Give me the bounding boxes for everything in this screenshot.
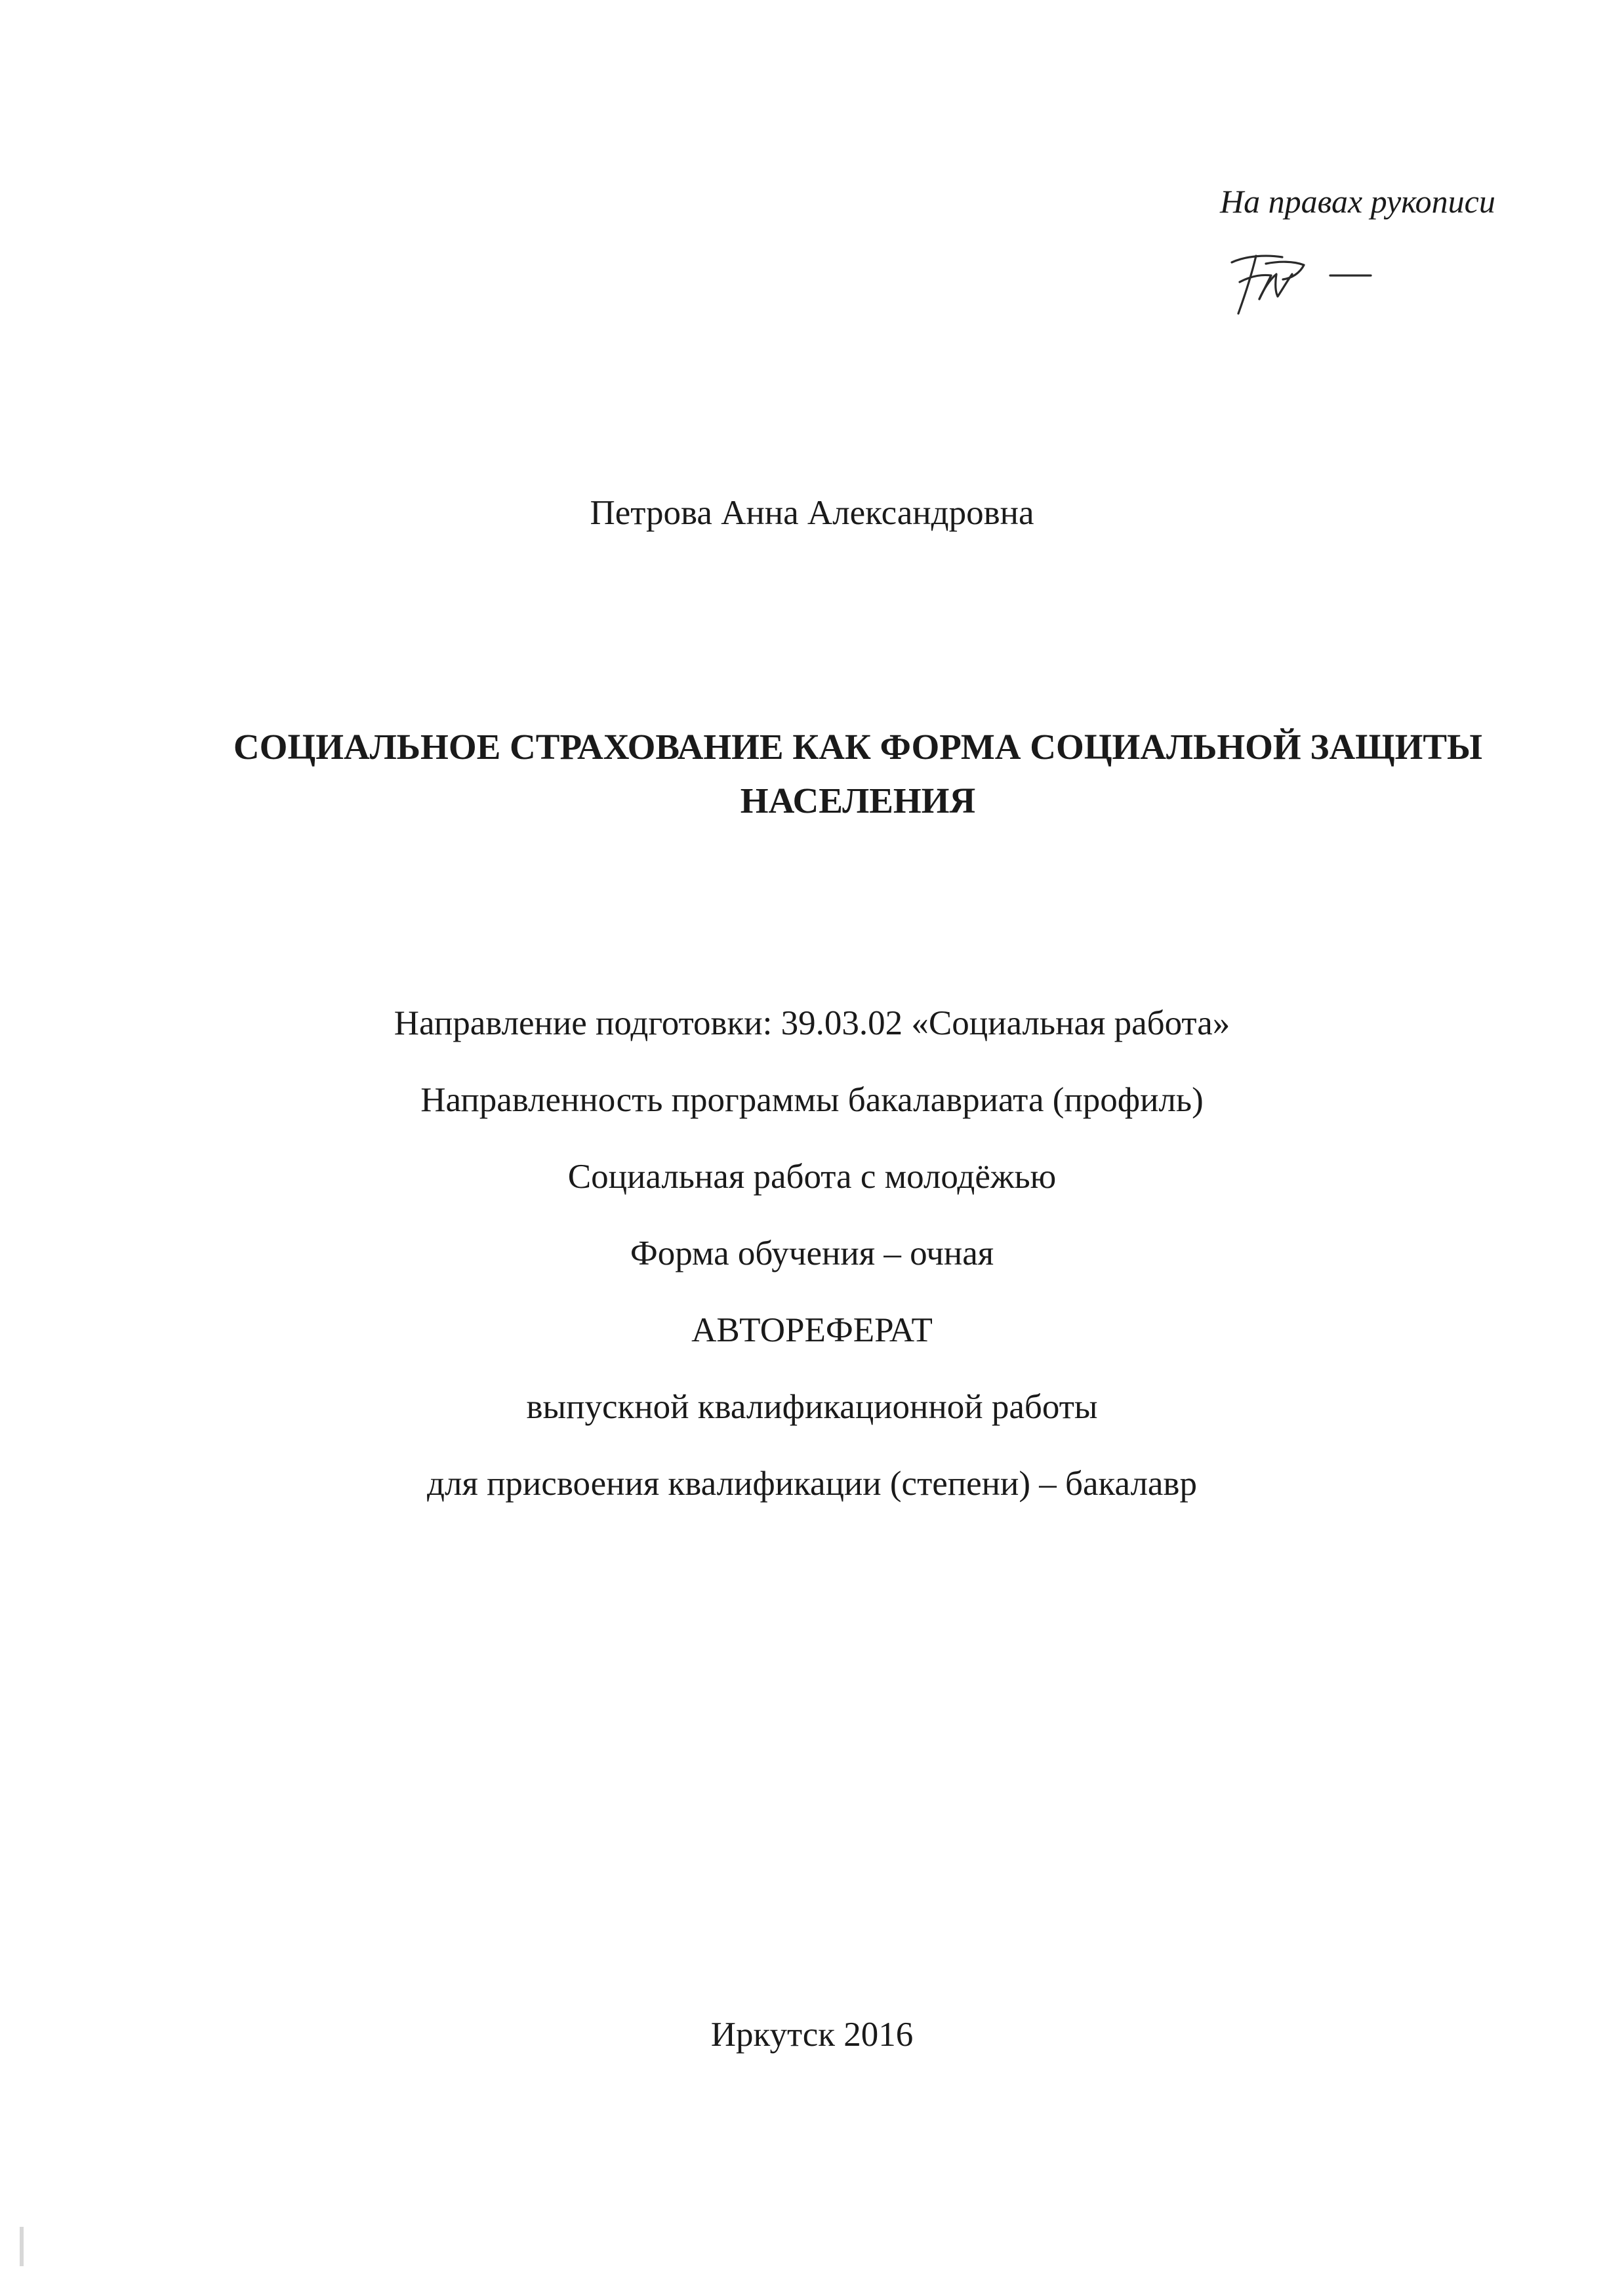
manuscript-note: На правах рукописи	[1220, 183, 1495, 220]
signature-icon	[1220, 236, 1391, 321]
author-name: Петрова Анна Александровна	[590, 494, 1034, 532]
thesis-title-line-1: СОЦИАЛЬНОЕ СТРАХОВАНИЕ КАК ФОРМА СОЦИАЛЬНОЙ ЗАЩИТЫ	[233, 727, 1483, 767]
thesis-title-line-2: НАСЕЛЕНИЯ	[740, 781, 976, 821]
scan-artifact	[20, 2227, 24, 2266]
document-type: АВТОРЕФЕРАТ	[691, 1311, 933, 1349]
qualification: для присвоения квалификации (степени) – бакалавр	[427, 1465, 1197, 1503]
work-type: выпускной квалификационной работы	[526, 1388, 1098, 1426]
thesis-title	[144, 720, 1572, 828]
study-form: Форма обучения – очная	[630, 1234, 994, 1272]
city-year: Иркутск 2016	[710, 2016, 914, 2054]
training-direction: Направление подготовки: 39.03.02 «Социальная работа»	[394, 1004, 1230, 1042]
program-focus: Направленность программы бакалавриата (профиль)	[420, 1081, 1204, 1119]
program-profile: Социальная работа с молодёжью	[567, 1158, 1057, 1196]
